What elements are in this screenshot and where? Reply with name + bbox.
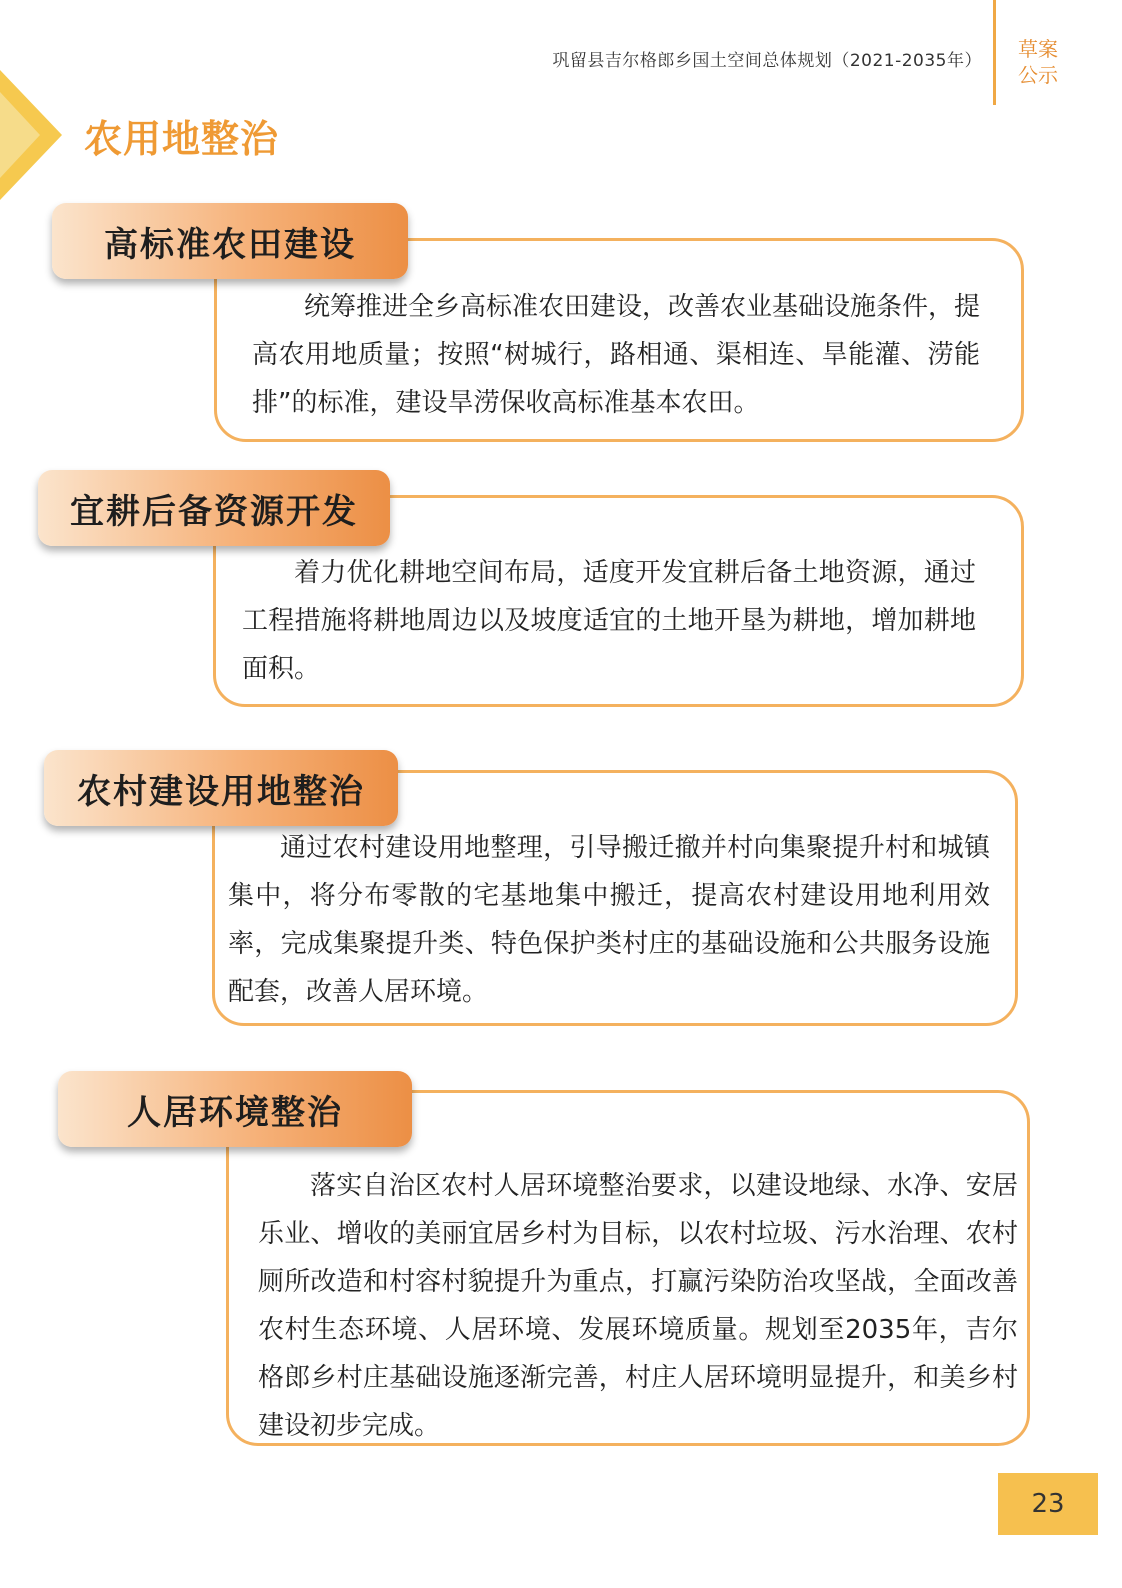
- section-tag-living-environment: 人居环境整治: [58, 1071, 412, 1147]
- document-header-title: 巩留县吉尔格郎乡国土空间总体规划（2021-2035年）: [552, 51, 982, 71]
- section-body-living-environment: 落实自治区农村人居环境整治要求，以建设地绿、水净、安居乐业、增收的美丽宜居乡村为目标，以农村垃圾、污水治理、农村厕所改造和村容村貌提升为重点，打赢污染防治攻坚战，全面改善农村生态环境、人居环境、发展环境质量。规划至2035年，吉尔格郎乡村庄基础设施逐渐完善，村庄人居环境明显提升，和美乡村建设初步完成。: [258, 1171, 1018, 1441]
- chevron-right-icon: [0, 70, 62, 200]
- page-title: 农用地整治: [84, 117, 280, 161]
- section-body-rural-construction-land: 通过农村建设用地整理，引导搬迁撤并村向集聚提升村和城镇集中，将分布零散的宅基地集中搬迁，提高农村建设用地利用效率，完成集聚提升类、特色保护类村庄的基础设施和公共服务设施配套，改善人居环境。: [228, 833, 990, 1007]
- section-body-reserve-resources: 着力优化耕地空间布局，适度开发宜耕后备土地资源，通过工程措施将耕地周边以及坡度适宜的土地开垦为耕地，增加耕地面积。: [242, 558, 976, 684]
- section-body-farmland: 统筹推进全乡高标准农田建设，改善农业基础设施条件，提高农用地质量；按照“树城行，路相通、渠相连、旱能灌、涝能排”的标准，建设旱涝保收高标准基本农田。: [252, 292, 981, 418]
- header-divider: [993, 0, 996, 105]
- page-number: 23: [998, 1473, 1098, 1535]
- section-tag-farmland: 高标准农田建设: [52, 203, 408, 279]
- draft-badge-line2: 公示: [1018, 63, 1058, 87]
- draft-badge-line1: 草案: [1018, 37, 1058, 61]
- section-tag-reserve-resources: 宜耕后备资源开发: [38, 470, 390, 546]
- draft-badge: [1008, 36, 1068, 88]
- section-tag-rural-construction-land: 农村建设用地整治: [44, 750, 398, 826]
